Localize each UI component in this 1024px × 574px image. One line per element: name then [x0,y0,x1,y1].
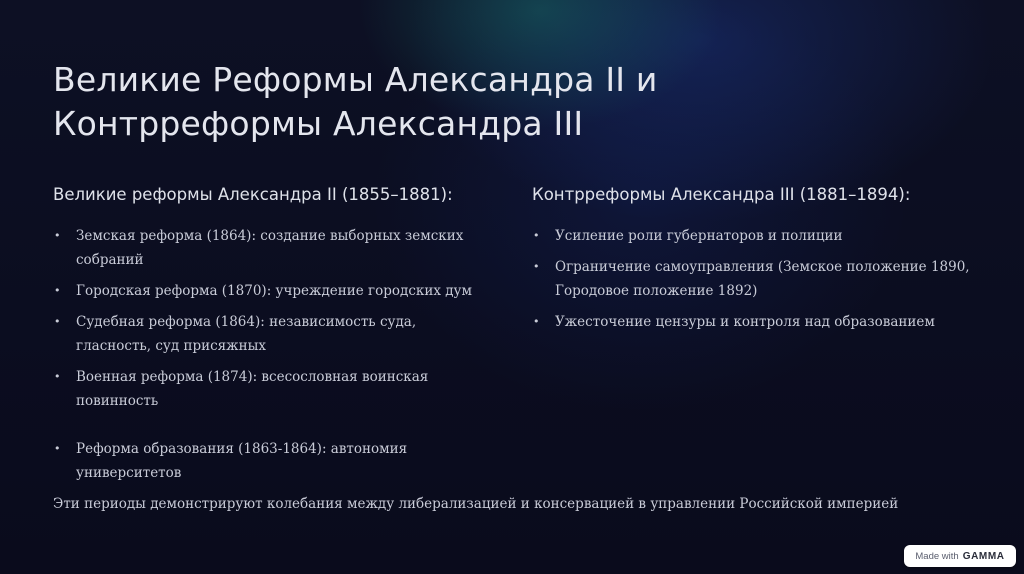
bullet-icon: • [533,260,540,273]
bullet-icon: • [54,229,61,242]
bullet-icon: • [54,370,61,383]
bullet-icon: • [54,284,61,297]
list-item [53,310,493,358]
left-column-list [53,224,493,492]
bullet-icon: • [54,315,61,328]
list-item-text: Военная реформа (1874): всесословная воинская повинность [76,369,429,409]
list-item-text: Городская реформа (1870): учреждение городских дум [76,283,472,299]
slide-title: Великие Реформы Александра II и Контрреформы Александра III [53,60,658,143]
list-item [53,224,493,272]
list-item [532,310,972,334]
list-item-text: Реформа образования (1863-1864): автономия университетов [76,441,408,481]
list-item-text: Судебная реформа (1864): независимость суда, гласность, суд присяжных [76,314,417,354]
list-item [53,279,493,303]
list-item-text: Усиление роли губернаторов и полиции [555,228,843,244]
bullet-icon: • [533,315,540,328]
list-item [53,365,493,413]
badge-made-with-label: Made with [915,550,959,562]
list-item-text: Ужесточение цензуры и контроля над образованием [555,314,935,330]
list-item-text: Ограничение самоуправления (Земское положение 1890, Городовое положение 1892) [555,259,970,299]
list-item [53,437,493,485]
gamma-logo: GAMMA [962,550,1005,562]
list-item [532,224,972,248]
made-with-gamma-badge[interactable] [904,545,1016,567]
right-column-list [532,224,972,341]
right-column-heading: Контрреформы Александра III (1881–1894): [532,185,911,204]
list-item [532,255,972,303]
bullet-icon: • [54,442,61,455]
list-item-text: Земская реформа (1864): создание выборных земских собраний [76,228,464,268]
summary-text: Эти периоды демонстрируют колебания между либерализацией и консервацией в управлении Российской империей [53,496,899,512]
left-column-heading: Великие реформы Александра II (1855–1881): [53,185,453,204]
bullet-icon: • [533,229,540,242]
